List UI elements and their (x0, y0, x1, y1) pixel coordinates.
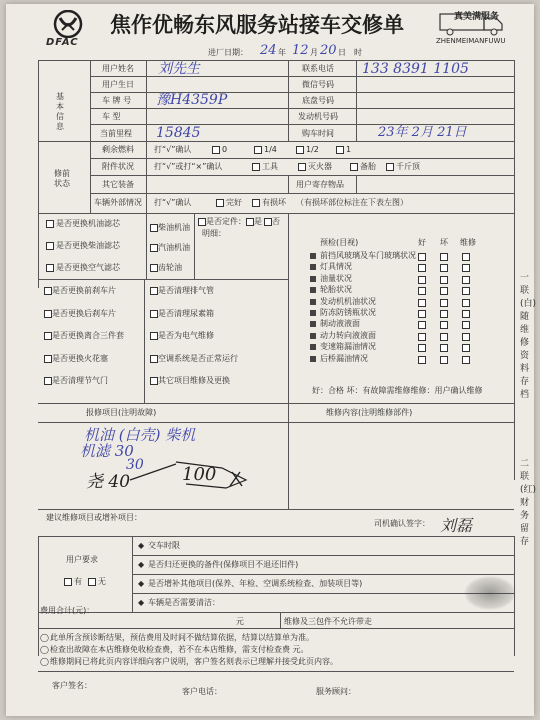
repair-order-form (6, 4, 537, 716)
field-label-purchase: 购车时间 (302, 129, 334, 138)
filter-oil: 是否更换机油滤芯 (56, 219, 120, 228)
spare-parts-checkbox[interactable] (198, 218, 206, 226)
fuel-option-quarter: 1/4 (264, 145, 277, 154)
user-request-no: 无 (98, 577, 106, 586)
repair-total-scribble (126, 454, 256, 494)
inspection-good-checkbox[interactable] (418, 321, 426, 329)
filter-checkbox-diesel[interactable] (46, 242, 54, 250)
inspection-col-fix: 维修 (460, 238, 476, 247)
left-item-spark-plug: 是否更换火花塞 (52, 354, 108, 363)
inspection-bullet (310, 310, 316, 316)
fuel-instruction: 打“√”确认 (154, 145, 192, 154)
service-advisor-label: 服务顾问： (316, 687, 356, 696)
inspection-fix-checkbox[interactable] (462, 356, 470, 364)
left-item-checkbox-4[interactable] (44, 377, 52, 385)
exterior-ok: 完好 (226, 198, 242, 207)
inspection-col-bad: 坏 (440, 238, 448, 247)
inspection-bad-checkbox[interactable] (440, 356, 448, 364)
filter-checkbox-oil[interactable] (46, 220, 54, 228)
filter-checkbox-air[interactable] (46, 264, 54, 272)
inspection-fix-checkbox[interactable] (462, 276, 470, 284)
accessory-instruction: 打“√”或打“×”确认 (154, 162, 223, 171)
form-title: 焦作优畅东风服务站接车交修单 (110, 13, 404, 37)
fees-unit: 元 (236, 617, 244, 626)
date-unit-month: 月 (310, 48, 318, 57)
inspection-bullet (310, 264, 316, 270)
fuel-label: 剩余燃料 (102, 145, 134, 154)
fees-label: 费用合计(元)： (40, 606, 95, 615)
inspection-item: 防冻防锈瓶状况 (320, 308, 376, 317)
pre-repair-label: 修前状态 (54, 169, 70, 188)
fuel-option-half: 1/2 (306, 145, 319, 154)
disclaimer-2: 维修期间已将此页内容详细向客户说明，客户签名则表示已理解并接受此页内容。 (50, 657, 338, 666)
accessory-label: 附件状况 (102, 162, 134, 171)
inspection-good-checkbox[interactable] (418, 276, 426, 284)
suggest-label: 建议维修项目或增补项目： (46, 513, 142, 522)
inspection-fix-checkbox[interactable] (462, 287, 470, 295)
accessory-checkbox-extinguisher[interactable] (298, 163, 306, 171)
inspection-bullet (310, 321, 316, 327)
req-cleaning: 车辆是否需要清洁： (148, 598, 220, 607)
date-suffix: 时 (354, 48, 362, 57)
other-equipment-label: 其它装备 (102, 180, 134, 189)
field-label-engine: 发动机号码 (298, 112, 338, 121)
right-item-checkbox-2[interactable] (150, 332, 158, 340)
basic-info-label: 基本信息 (56, 92, 64, 131)
repair-line-1[interactable]: 机油 (白壳) 柴机 (84, 426, 196, 444)
inspection-fix-checkbox[interactable] (462, 299, 470, 307)
inspection-bullet (310, 276, 316, 282)
field-label-mileage: 当前里程 (100, 129, 132, 138)
inspection-fix-checkbox[interactable] (462, 344, 470, 352)
inspection-item: 变速箱漏油情况 (320, 342, 376, 351)
field-label-model: 车 型 (102, 112, 121, 121)
right-item-urea: 是否清理尿素箱 (158, 309, 214, 318)
left-item-checkbox-2[interactable] (44, 332, 52, 340)
inspection-bullet (310, 333, 316, 339)
oil-checkbox-gasoline[interactable] (150, 244, 158, 252)
date-unit-year: 年 (278, 48, 286, 57)
field-label-wechat: 微信号码 (302, 80, 334, 89)
right-item-checkbox-0[interactable] (150, 287, 158, 295)
exterior-checkbox-ok[interactable] (216, 199, 224, 207)
user-request-yes-checkbox[interactable] (64, 578, 72, 586)
copy-label-first: 一联(白)随维修资料存档 (520, 273, 537, 400)
fuel-checkbox-full[interactable] (336, 146, 344, 154)
oil-checkbox-diesel[interactable] (150, 224, 158, 232)
field-value-name[interactable]: 刘先生 (158, 61, 200, 77)
spare-yes-checkbox[interactable] (246, 218, 254, 226)
fuel-option-full: 1 (346, 145, 352, 154)
disclaimer-bullet-1: ◯ (40, 645, 49, 654)
oil-diesel: 柴油机油 (158, 223, 190, 232)
field-value-plate[interactable]: 豫H4359P (156, 92, 228, 108)
repair-items-header: 报修项目(注明故障) (86, 408, 157, 417)
inspection-note: 好：合格 坏：有故障需维修维修：用户确认维修 (312, 386, 483, 395)
repair-line-4[interactable]: 尧 40 (86, 472, 131, 492)
field-label-birthday: 用户生日 (102, 80, 134, 89)
accessory-checkbox-jack[interactable] (386, 163, 394, 171)
dfac-emblem-icon (50, 10, 86, 38)
inspection-item: 灯具情况 (320, 262, 352, 271)
exterior-damaged: 有损坏 (262, 198, 286, 207)
inspection-item: 动力转向液液面 (320, 331, 376, 340)
exterior-note: （有损坏部位标注在下表左图） (296, 198, 408, 207)
disclaimer-bullet-0: ◯ (40, 633, 49, 642)
brand-left: DFAC (46, 37, 79, 48)
user-request-label: 用户要求 (66, 555, 98, 564)
inspection-good-checkbox[interactable] (418, 344, 426, 352)
right-item-electrical: 是否为电气维修 (158, 331, 214, 340)
inspection-bad-checkbox[interactable] (440, 310, 448, 318)
spare-no: 否 (272, 217, 280, 226)
spare-parts-label: 是否定件： (206, 217, 246, 226)
left-item-checkbox-3[interactable] (44, 355, 52, 363)
right-item-other: 其它项目维修及更换 (158, 376, 230, 385)
repair-line-3[interactable]: 30 (126, 457, 144, 473)
fees-note: 维修及三包件不允许带走 (284, 617, 372, 626)
inspection-good-checkbox[interactable] (418, 356, 426, 364)
req-bullet-1: ◆ (138, 560, 145, 569)
inspection-fix-checkbox[interactable] (462, 321, 470, 329)
fuel-checkbox-half[interactable] (296, 146, 304, 154)
accessory-checkbox-spare[interactable] (350, 163, 358, 171)
inspection-good-checkbox[interactable] (418, 264, 426, 272)
req-bullet-3: ◆ (138, 598, 145, 607)
disclaimer-1: 检查出故障在本店维修免收检查费，若不在本店维修，需支付检查费 元。 (50, 645, 309, 654)
date-unit-day: 日 (338, 48, 346, 57)
right-item-checkbox-1[interactable] (150, 310, 158, 318)
left-item-rear-brake: 是否更换后刹车片 (52, 309, 116, 318)
inspection-fix-checkbox[interactable] (462, 253, 470, 261)
disclaimer-0: 此单所含预诊断结果，预估费用及时间不做结算依据，结算以结算单为准。 (50, 633, 314, 642)
left-item-front-brake: 是否更换前刹车片 (52, 286, 116, 295)
req-return-parts: 是否归还更换的备件(保修项目不退还旧件) (148, 560, 299, 569)
spare-no-checkbox[interactable] (264, 218, 272, 226)
stored-items-label: 用户寄存物品 (296, 180, 344, 189)
filter-diesel: 是否更换柴油滤芯 (56, 241, 120, 250)
exterior-label: 车辆外部情况 (94, 198, 142, 207)
inspection-col-good: 好 (418, 238, 426, 247)
req-bullet-2: ◆ (138, 579, 145, 588)
inspection-item: 后桥漏油情况 (320, 354, 368, 363)
right-item-exhaust: 是否清理排气管 (158, 286, 214, 295)
inspection-fix-checkbox[interactable] (462, 333, 470, 341)
right-item-checkbox-3[interactable] (150, 355, 158, 363)
inspection-bad-checkbox[interactable] (440, 299, 448, 307)
left-item-checkbox-1[interactable] (44, 310, 52, 318)
fuel-checkbox-0[interactable] (212, 146, 220, 154)
field-label-chassis: 底盘号码 (302, 96, 334, 105)
field-label-phone: 联系电话 (302, 64, 334, 73)
oil-gear: 齿轮油 (158, 263, 182, 272)
repair-content-header: 维修内容(注明维修部件) (326, 408, 413, 417)
fuel-checkbox-quarter[interactable] (254, 146, 262, 154)
repair-line-2[interactable]: 机滤 30 (80, 442, 134, 460)
date-label: 进厂日期： (208, 48, 248, 57)
spare-detail-label: 明细： (202, 229, 226, 238)
exterior-checkbox-damaged[interactable] (252, 199, 260, 207)
scribble-mark (464, 576, 516, 610)
accessory-extinguisher: 灭火器 (308, 162, 332, 171)
left-item-checkbox-0[interactable] (44, 287, 52, 295)
accessory-jack: 千斤顶 (396, 162, 420, 171)
left-item-throttle: 是否清理节气门 (52, 376, 108, 385)
disclaimer-bullet-2: ◯ (40, 657, 49, 666)
repair-line-5[interactable]: 100 (182, 464, 217, 485)
oil-gasoline: 汽油机油 (158, 243, 190, 252)
inspection-good-checkbox[interactable] (418, 253, 426, 261)
inspection-fix-checkbox[interactable] (462, 310, 470, 318)
req-extra-items: 是否增补其他项目(保养、年检、空调系统检查、加装项目等) (148, 579, 363, 588)
date-month: 12 (292, 43, 309, 58)
spare-yes: 是 (254, 217, 262, 226)
filter-air: 是否更换空气滤芯 (56, 263, 120, 272)
inspection-item: 前挡风玻璃及车门玻璃状况 (320, 251, 416, 260)
inspection-bad-checkbox[interactable] (440, 321, 448, 329)
right-item-checkbox-4[interactable] (150, 377, 158, 385)
driver-signature[interactable]: 刘磊 (440, 516, 473, 535)
inspection-bullet (310, 356, 316, 362)
inspection-bad-checkbox[interactable] (440, 287, 448, 295)
inspection-good-checkbox[interactable] (418, 333, 426, 341)
inspection-bullet (310, 253, 316, 259)
field-value-phone[interactable]: 133 8391 1105 (362, 61, 469, 77)
inspection-bad-checkbox[interactable] (440, 276, 448, 284)
user-request-no-checkbox[interactable] (88, 578, 96, 586)
field-value-mileage[interactable]: 15845 (156, 125, 201, 141)
accessory-checkbox-tools[interactable] (252, 163, 260, 171)
inspection-bullet (310, 344, 316, 350)
left-item-clutch: 是否更换离合三件套 (52, 331, 124, 340)
user-request-yes: 有 (74, 577, 82, 586)
accessory-tools: 工具 (262, 162, 278, 171)
copy-label-second: 二联(红)财务留存 (520, 459, 537, 547)
inspection-good-checkbox[interactable] (418, 287, 426, 295)
inspection-item: 油量状况 (320, 274, 352, 283)
customer-phone-label: 客户电话： (182, 687, 222, 696)
inspection-bad-checkbox[interactable] (440, 264, 448, 272)
inspection-bullet (310, 287, 316, 293)
req-delivery-time: 交车时限 (148, 541, 180, 550)
inspection-item: 发动机机油状况 (320, 297, 376, 306)
field-value-purchase[interactable]: 23年 2月 21日 (378, 125, 467, 140)
fuel-option-0: 0 (222, 145, 228, 154)
inspection-bullet (310, 299, 316, 305)
brand-right: 真美满服务 (454, 12, 500, 22)
field-label-plate: 车 牌 号 (102, 96, 132, 105)
inspection-item: 制动液液面 (320, 319, 360, 328)
inspection-bad-checkbox[interactable] (440, 253, 448, 261)
date-year: 24 (260, 43, 277, 58)
accessory-spare: 备胎 (360, 162, 376, 171)
oil-checkbox-gear[interactable] (150, 264, 158, 272)
date-day: 20 (320, 43, 337, 58)
req-bullet-0: ◆ (138, 541, 145, 550)
inspection-title: 预检(目视) (320, 238, 359, 247)
field-label-name: 用户姓名 (102, 64, 134, 73)
right-item-ac: 空调系统是否正常运行 (158, 354, 238, 363)
customer-sign-label: 客户签名： (52, 681, 92, 690)
brand-right-en: ZHENMEIMANFUWU (436, 37, 506, 45)
inspection-fix-checkbox[interactable] (462, 264, 470, 272)
inspection-good-checkbox[interactable] (418, 299, 426, 307)
inspection-item: 轮胎状况 (320, 285, 352, 294)
driver-sign-label: 司机确认签字： (374, 519, 430, 528)
inspection-bad-checkbox[interactable] (440, 344, 448, 352)
exterior-instruction: 打“√”确认 (154, 198, 192, 207)
inspection-good-checkbox[interactable] (418, 310, 426, 318)
inspection-bad-checkbox[interactable] (440, 333, 448, 341)
